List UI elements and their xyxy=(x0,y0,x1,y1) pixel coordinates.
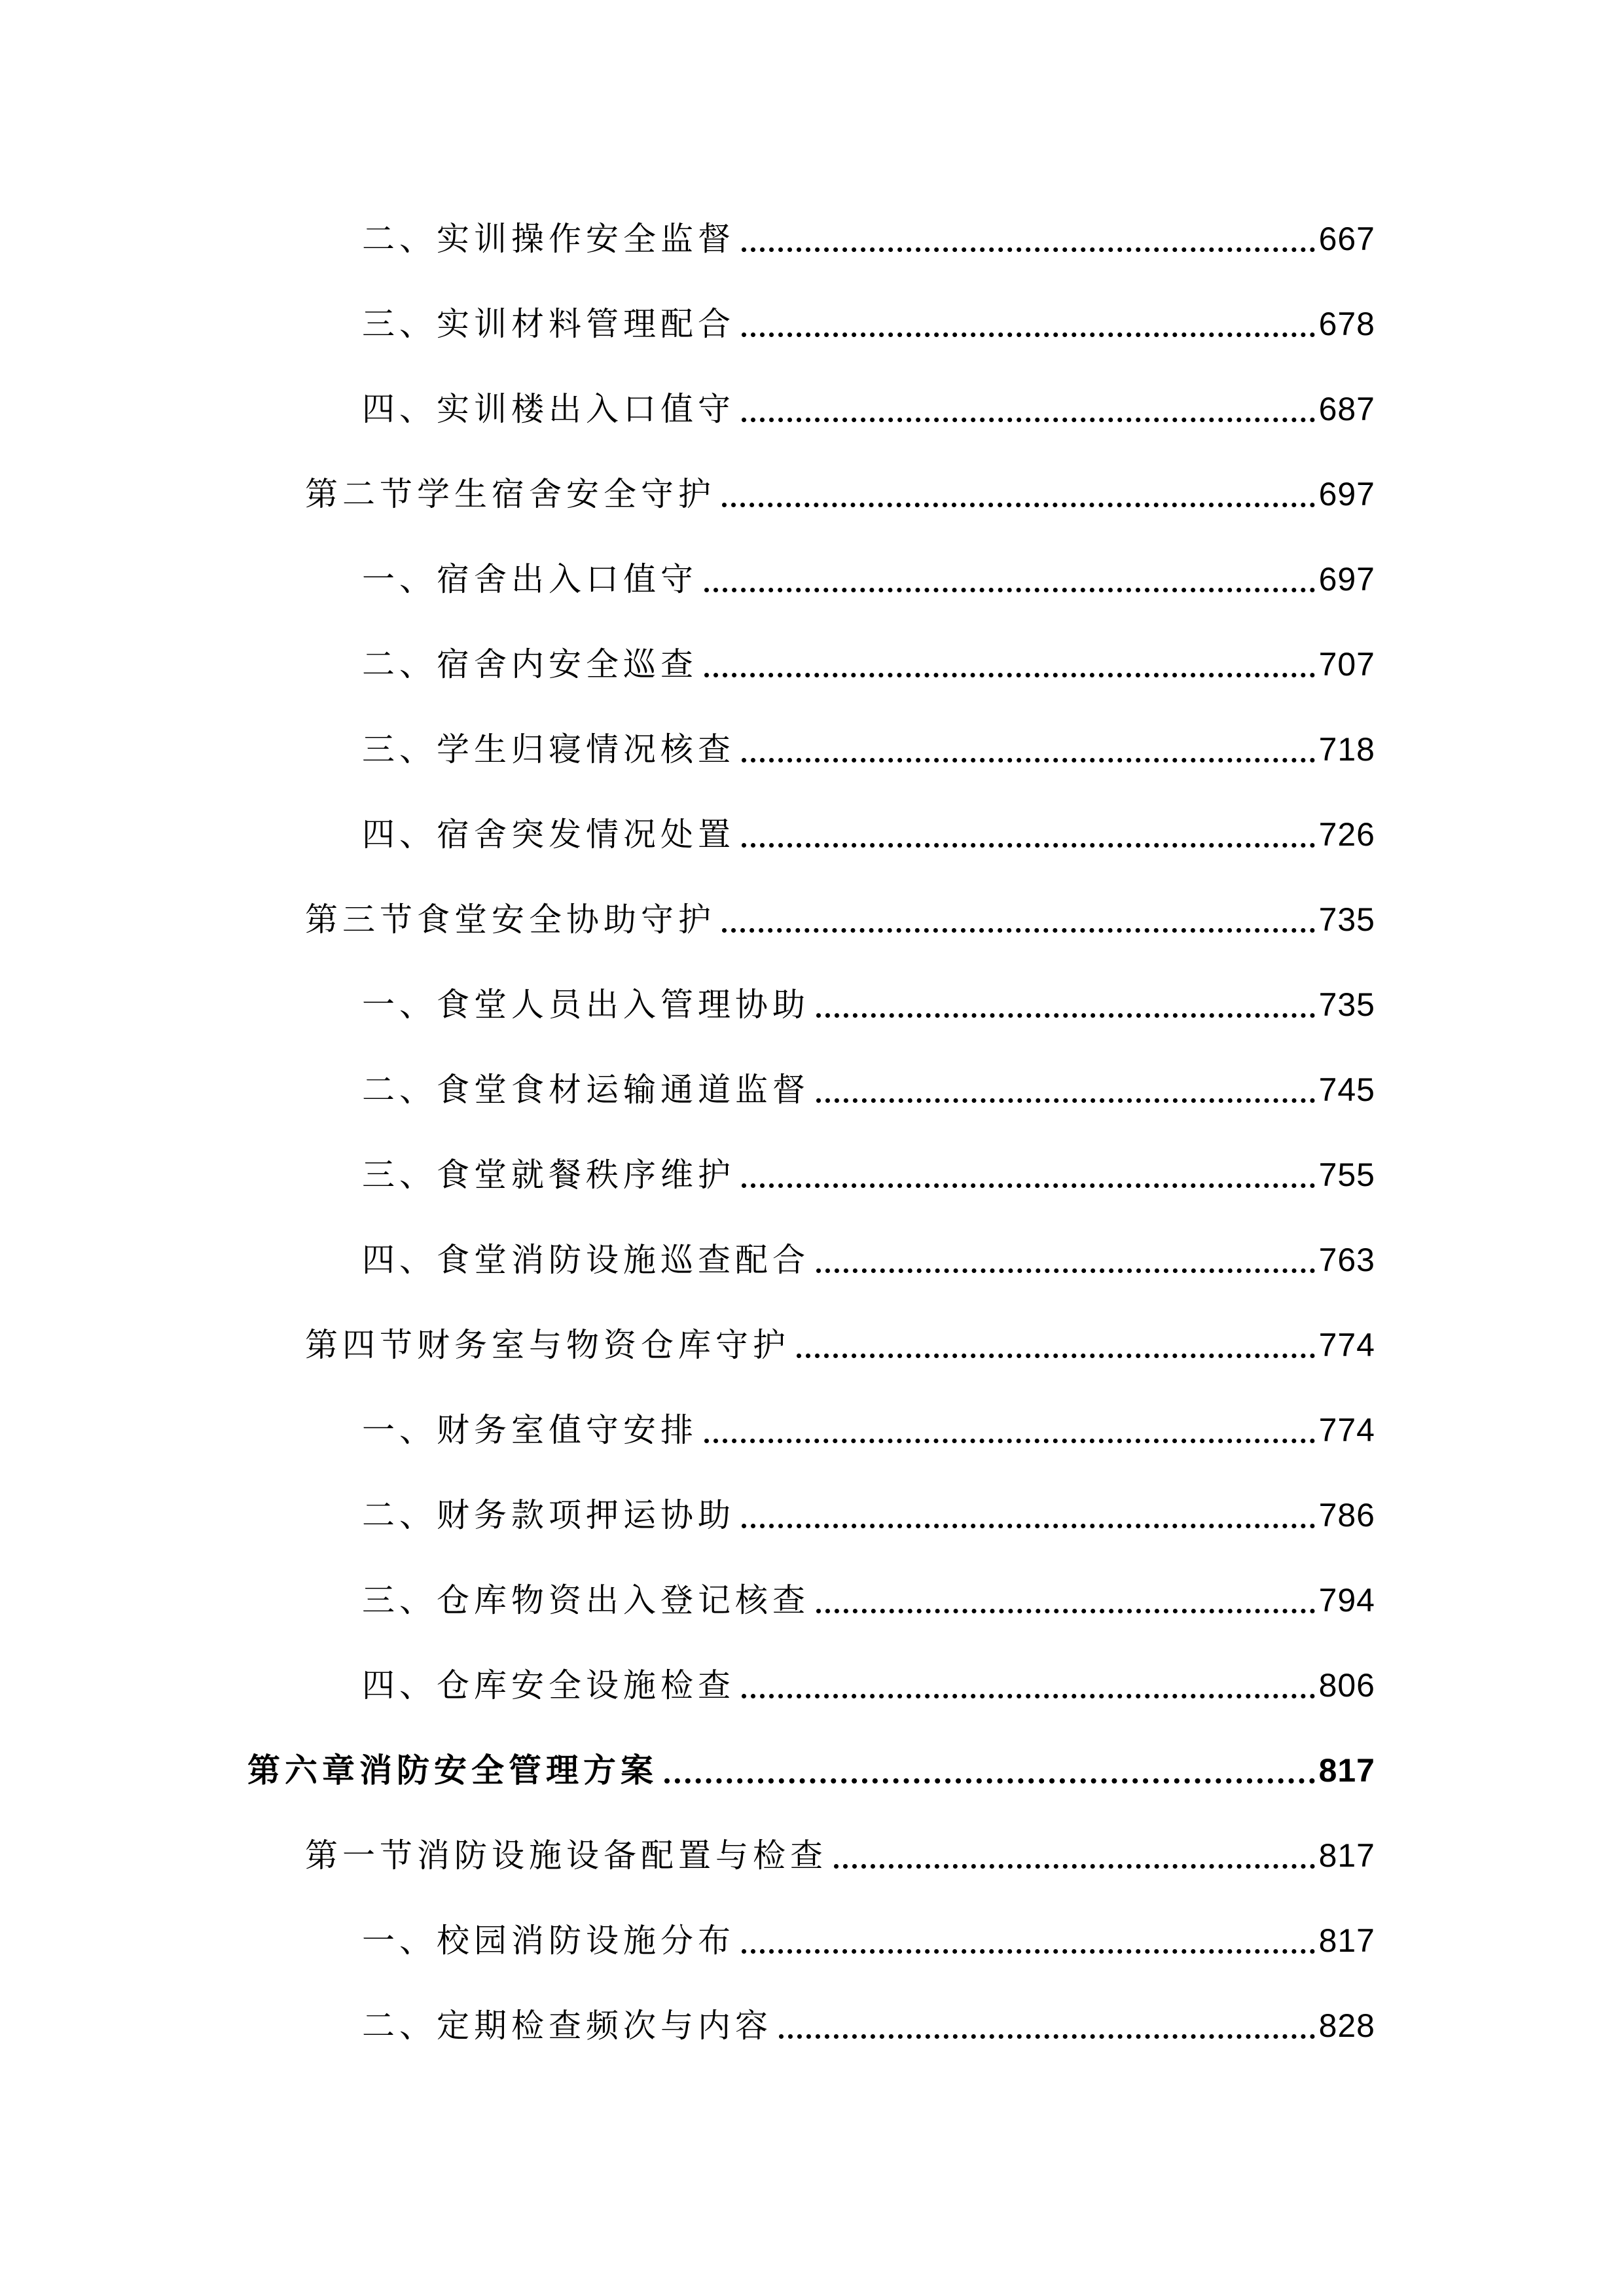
toc-entry-title: 二、定期检查频次与内容 xyxy=(362,2007,772,2045)
toc-dot-leader xyxy=(834,1864,1315,1869)
toc-entry-title: 三、食堂就餐秩序维护 xyxy=(362,1156,735,1194)
toc-dot-leader xyxy=(742,758,1315,762)
toc-entry[interactable] xyxy=(362,1574,1375,1626)
toc-entry-page: 774 xyxy=(1318,1327,1375,1363)
toc-entry-page: 763 xyxy=(1318,1242,1375,1278)
toc-entry-title: 第三节食堂安全协助守护 xyxy=(305,901,715,939)
toc-entry-title: 三、实训材料管理配合 xyxy=(362,305,735,343)
toc-entry-title: 二、财务款项押运协助 xyxy=(362,1496,735,1534)
toc-entry-page: 828 xyxy=(1318,2007,1375,2044)
toc-entry-title: 一、校园消防设施分布 xyxy=(362,1922,735,1960)
toc-entry-page: 735 xyxy=(1318,986,1375,1023)
toc-entry[interactable] xyxy=(305,468,1375,520)
toc-entry[interactable] xyxy=(362,298,1375,350)
toc-entry[interactable] xyxy=(362,2000,1375,2052)
toc-dot-leader xyxy=(722,503,1315,507)
toc-entry[interactable] xyxy=(362,1404,1375,1456)
toc-entry-page: 718 xyxy=(1318,731,1375,768)
toc-entry-page: 806 xyxy=(1318,1667,1375,1704)
toc-entry-title: 四、实训楼出入口值守 xyxy=(362,390,735,428)
toc-dot-leader xyxy=(816,1609,1315,1613)
toc-dot-leader xyxy=(742,247,1315,252)
toc-entry-chapter[interactable] xyxy=(247,1744,1375,1797)
toc-entry[interactable] xyxy=(362,1234,1375,1286)
toc-dot-leader xyxy=(742,1183,1315,1188)
toc-entry[interactable] xyxy=(362,723,1375,776)
toc-entry[interactable] xyxy=(362,808,1375,861)
toc-dot-leader xyxy=(704,673,1315,677)
toc-entry-page: 707 xyxy=(1318,646,1375,683)
toc-entry-title: 第六章消防安全管理方案 xyxy=(247,1751,658,1789)
toc-entry-title: 四、宿舍突发情况处置 xyxy=(362,816,735,853)
toc-entry-page: 817 xyxy=(1318,1752,1375,1789)
toc-entry-title: 二、实训操作安全监督 xyxy=(362,220,735,258)
toc-entry-page: 817 xyxy=(1318,1922,1375,1959)
toc-entry-title: 一、宿舍出入口值守 xyxy=(362,560,698,598)
toc-dot-leader xyxy=(742,1694,1315,1698)
toc-entry[interactable] xyxy=(362,213,1375,265)
toc-entry[interactable] xyxy=(362,383,1375,435)
toc-entry-page: 735 xyxy=(1318,901,1375,938)
toc-entry-title: 一、食堂人员出入管理协助 xyxy=(362,986,810,1024)
toc-dot-leader xyxy=(742,843,1315,848)
toc-entry-title: 四、食堂消防设施巡查配合 xyxy=(362,1241,810,1279)
toc-dot-leader xyxy=(816,1013,1315,1018)
toc-entry-page: 786 xyxy=(1318,1497,1375,1534)
toc-entry[interactable] xyxy=(362,553,1375,605)
toc-entry-page: 745 xyxy=(1318,1071,1375,1108)
toc-entry[interactable] xyxy=(362,1149,1375,1201)
toc-entry[interactable] xyxy=(362,1064,1375,1116)
toc-entry-page: 774 xyxy=(1318,1412,1375,1448)
toc-entry[interactable] xyxy=(362,978,1375,1031)
toc-entry-page: 678 xyxy=(1318,306,1375,342)
toc-entry-title: 三、学生归寝情况核查 xyxy=(362,730,735,768)
toc-entry[interactable] xyxy=(305,1829,1375,1882)
toc-entry-page: 697 xyxy=(1318,476,1375,512)
toc-dot-leader xyxy=(742,1524,1315,1528)
toc-entry-title: 四、仓库安全设施检查 xyxy=(362,1666,735,1704)
toc-entry-title: 第二节学生宿舍安全守护 xyxy=(305,475,715,513)
toc-dot-leader xyxy=(816,1098,1315,1103)
toc-entry-title: 第四节财务室与物资仓库守护 xyxy=(305,1326,790,1364)
toc-dot-leader xyxy=(797,1354,1315,1358)
toc-dot-leader xyxy=(742,418,1315,422)
toc-dot-leader xyxy=(704,1439,1315,1443)
toc-entry-page: 726 xyxy=(1318,816,1375,853)
toc-entry-title: 二、宿舍内安全巡查 xyxy=(362,645,698,683)
toc-dot-leader xyxy=(664,1778,1315,1784)
toc-entry-page: 755 xyxy=(1318,1157,1375,1193)
toc-entry[interactable] xyxy=(362,1914,1375,1967)
toc-entry[interactable] xyxy=(362,1489,1375,1541)
toc-dot-leader xyxy=(816,1268,1315,1273)
toc-entry-title: 第一节消防设施设备配置与检查 xyxy=(305,1837,827,1874)
toc-entry-title: 一、财务室值守安排 xyxy=(362,1411,698,1449)
toc-entry[interactable] xyxy=(362,638,1375,691)
toc-entry-title: 二、食堂食材运输通道监督 xyxy=(362,1071,810,1109)
toc-dot-leader xyxy=(779,2034,1315,2039)
toc-dot-leader xyxy=(704,588,1315,592)
toc-entry-page: 794 xyxy=(1318,1582,1375,1619)
toc-entry[interactable] xyxy=(362,1659,1375,1712)
toc-entry-title: 三、仓库物资出入登记核查 xyxy=(362,1581,810,1619)
toc-entry[interactable] xyxy=(305,1319,1375,1371)
toc-entry-page: 667 xyxy=(1318,221,1375,257)
toc-dot-leader xyxy=(742,1949,1315,1954)
toc-entry[interactable] xyxy=(305,893,1375,946)
toc-entry-page: 817 xyxy=(1318,1837,1375,1874)
toc-entry-page: 687 xyxy=(1318,391,1375,427)
toc-entry-page: 697 xyxy=(1318,561,1375,598)
toc-dot-leader xyxy=(742,332,1315,337)
toc-dot-leader xyxy=(722,928,1315,933)
